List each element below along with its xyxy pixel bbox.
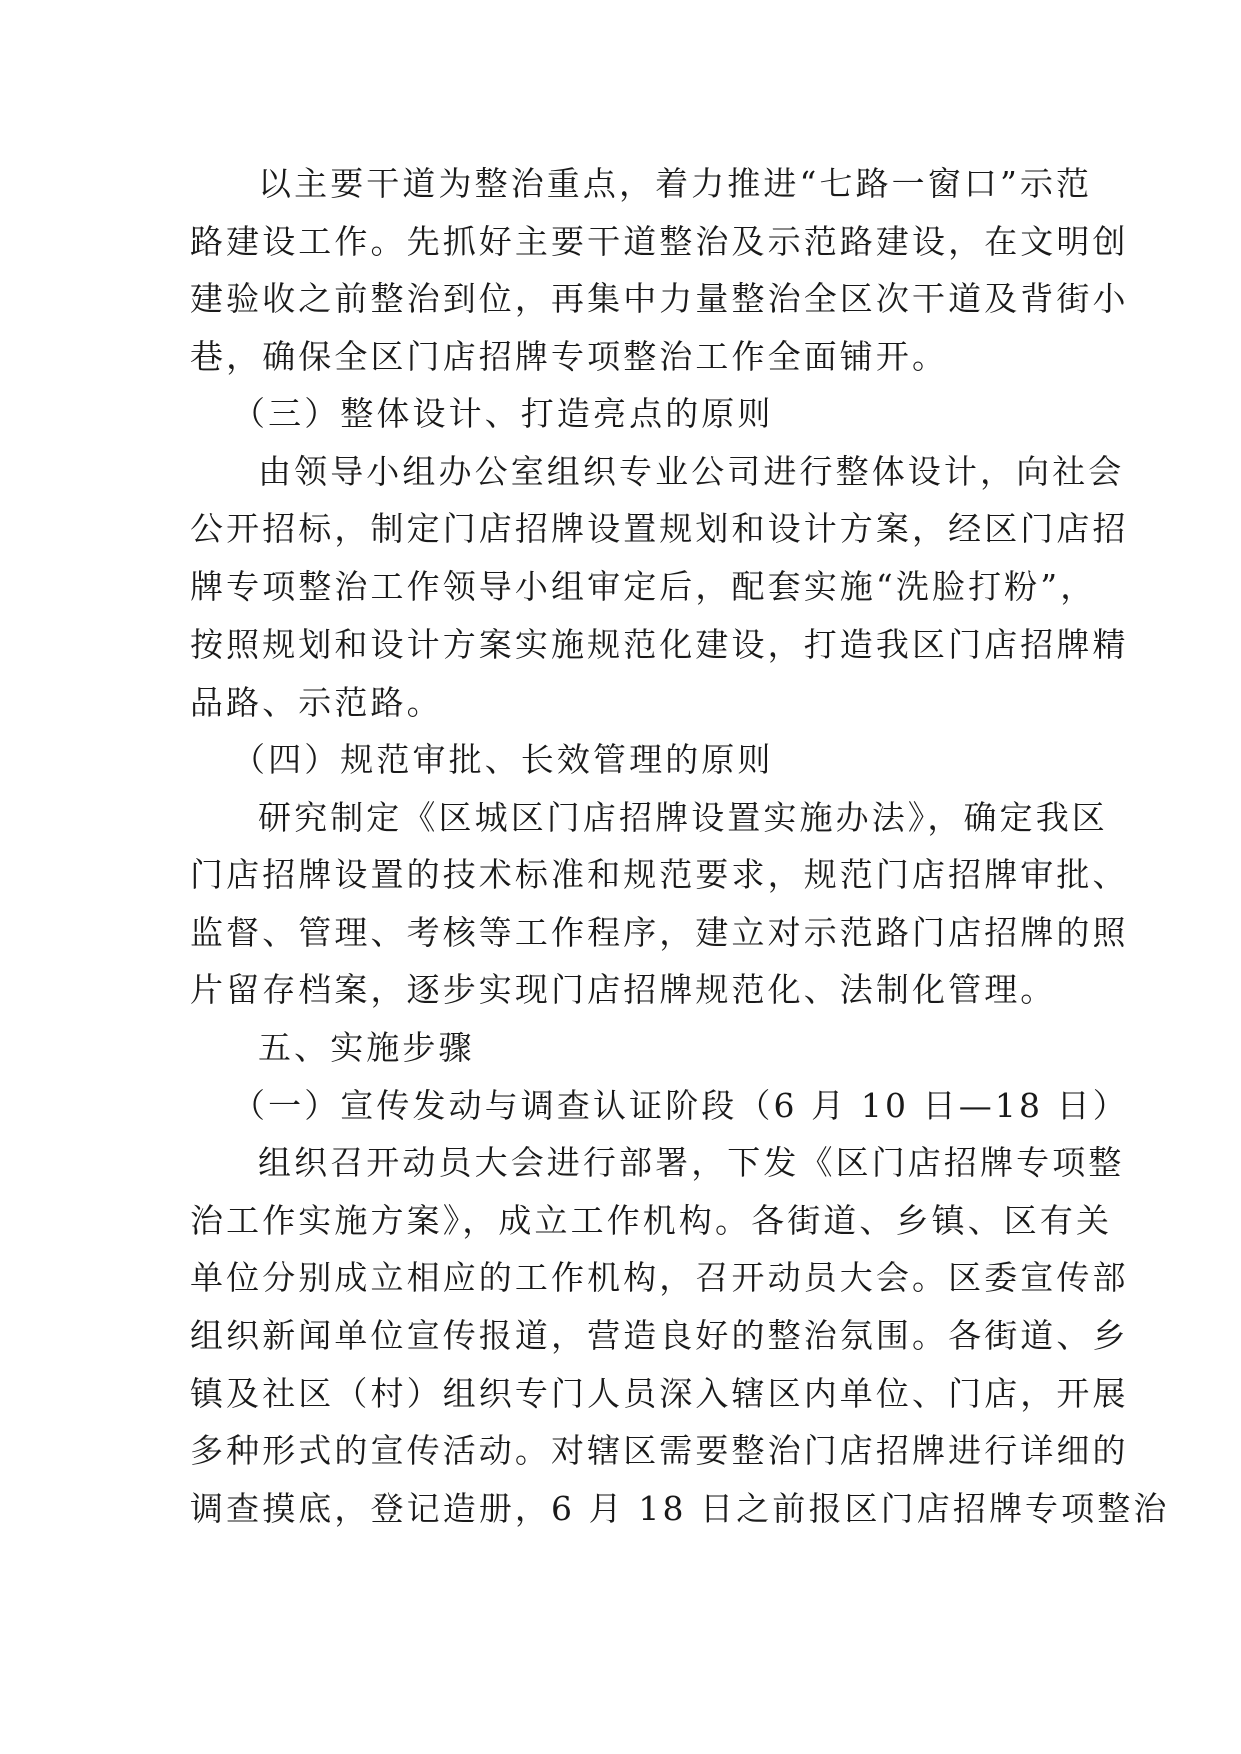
paragraph-line: 镇及社区（村）组织专门人员深入辖区内单位、门店，开展 [190, 1374, 1129, 1413]
section-heading: （四）规范审批、长效管理的原则 [232, 740, 774, 779]
paragraph-line: 路建设工作。先抓好主要干道整治及示范路建设，在文明创 [190, 222, 1129, 261]
paragraph-line: 治工作实施方案》，成立工作机构。各街道、乡镇、区有关 [190, 1201, 1113, 1240]
paragraph-line: 门店招牌设置的技术标准和规范要求，规范门店招牌审批、 [190, 855, 1129, 894]
paragraph-line: 按照规划和设计方案实施规范化建设，打造我区门店招牌精 [190, 625, 1129, 664]
paragraph-line: 公开招标，制定门店招牌设置规划和设计方案，经区门店招 [190, 509, 1129, 548]
paragraph-line: 组织新闻单位宣传报道，营造良好的整治氛围。各街道、乡 [190, 1316, 1129, 1355]
paragraph-line: 监督、管理、考核等工作程序，建立对示范路门店招牌的照 [190, 913, 1129, 952]
paragraph-line: 牌专项整治工作领导小组审定后，配套实施“洗脸打粉”， [190, 567, 1097, 606]
paragraph-line: 巷，确保全区门店招牌专项整治工作全面铺开。 [190, 337, 949, 376]
paragraph-line: 多种形式的宣传活动。对辖区需要整治门店招牌进行详细的 [190, 1431, 1129, 1470]
section-heading: （三）整体设计、打造亮点的原则 [232, 394, 774, 433]
paragraph-line: 单位分别成立相应的工作机构，召开动员大会。区委宣传部 [190, 1258, 1129, 1297]
paragraph-line: 研究制定《区城区门店招牌设置实施办法》，确定我区 [258, 798, 1108, 837]
paragraph-line: 由领导小组办公室组织专业公司进行整体设计，向社会 [258, 452, 1125, 491]
paragraph-line: 以主要干道为整治重点，着力推进“七路一窗口”示范 [258, 164, 1093, 203]
paragraph-line: 组织召开动员大会进行部署，下发《区门店招牌专项整 [258, 1143, 1125, 1182]
paragraph-line: 建验收之前整治到位，再集中力量整治全区次干道及背街小 [190, 279, 1129, 318]
chapter-heading: 五、实施步骤 [258, 1028, 475, 1067]
section-heading: （一）宣传发动与调查认证阶段（6 月 10 日—18 日） [232, 1086, 1129, 1125]
paragraph-line: 品路、示范路。 [190, 683, 443, 722]
paragraph-line: 调查摸底，登记造册，6 月 18 日之前报区门店招牌专项整治 [190, 1489, 1170, 1528]
paragraph-line: 片留存档案，逐步实现门店招牌规范化、法制化管理。 [190, 970, 1057, 1009]
